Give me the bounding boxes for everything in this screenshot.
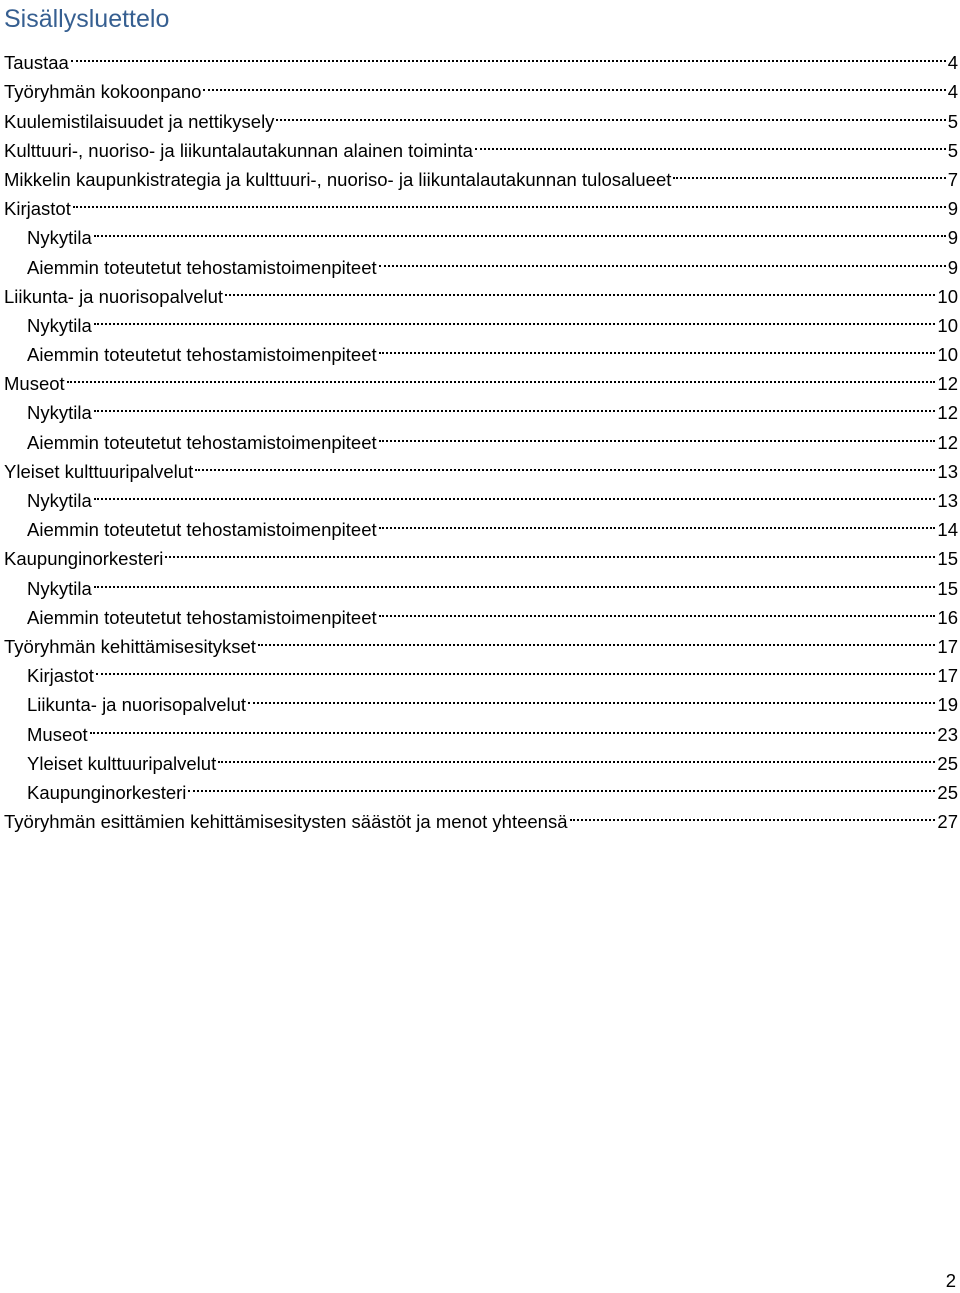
toc-entry-label: Museot xyxy=(27,723,88,745)
toc-entry-page: 4 xyxy=(947,81,958,103)
toc-entry-page: 10 xyxy=(937,285,958,307)
dot-leader xyxy=(67,361,936,390)
toc-entry-page: 17 xyxy=(937,635,958,657)
dot-leader xyxy=(94,215,946,244)
dot-leader xyxy=(188,770,935,799)
toc-entry-page: 9 xyxy=(947,198,958,220)
toc-entry-page: 13 xyxy=(937,460,958,482)
toc-entry-page: 5 xyxy=(947,139,958,161)
toc-entry-label: Kirjastot xyxy=(4,198,71,220)
toc-entry[interactable] xyxy=(4,303,958,336)
dot-leader xyxy=(71,40,946,69)
toc-entry-page: 10 xyxy=(937,344,958,366)
toc-entry-label: Yleiset kulttuuripalvelut xyxy=(4,460,194,482)
toc-entry[interactable] xyxy=(4,507,958,541)
toc-entry[interactable] xyxy=(4,478,958,511)
toc-entry-page: 4 xyxy=(947,52,958,74)
toc-entry-page: 13 xyxy=(937,490,958,511)
dot-leader xyxy=(225,274,935,303)
toc-entry[interactable] xyxy=(4,186,958,220)
toc-entry-page: 25 xyxy=(937,781,958,803)
toc-entry[interactable] xyxy=(4,565,958,599)
toc-entry-label: Aiemmin toteutetut tehostamistoimenpiteet xyxy=(27,256,377,278)
toc-entry-page: 5 xyxy=(947,110,958,132)
toc-entry-label: Työryhmän esittämien kehittämisesitysten säästöt ja menot yhteensä xyxy=(4,811,568,833)
dot-leader xyxy=(475,128,946,157)
dot-leader xyxy=(90,711,936,740)
toc-entry-page: 23 xyxy=(937,723,958,745)
toc-entry-page: 27 xyxy=(937,811,958,833)
toc-entry-label: Kirjastot xyxy=(27,665,94,687)
toc-entry[interactable] xyxy=(4,741,958,774)
toc-entry-label: Kulttuuri-, nuoriso- ja liikuntalautakunnan alainen toiminta xyxy=(4,139,473,161)
dot-leader xyxy=(570,799,936,828)
toc-entry-label: Työryhmän kokoonpano xyxy=(4,81,202,103)
toc-entry[interactable] xyxy=(4,361,958,395)
toc-entry[interactable] xyxy=(4,332,958,366)
toc-entry-page: 9 xyxy=(947,256,958,278)
toc-entry[interactable] xyxy=(4,595,958,628)
toc-entry-page: 12 xyxy=(937,373,958,395)
toc-entry-label: Liikunta- ja nuorisopalvelut xyxy=(4,285,224,307)
dot-leader xyxy=(94,478,936,507)
dot-leader xyxy=(673,157,945,186)
dot-leader xyxy=(379,595,936,624)
toc-entry-page: 17 xyxy=(937,665,958,687)
toc-entry-page: 12 xyxy=(937,431,958,453)
toc-entry-page: 15 xyxy=(937,577,958,599)
dot-leader xyxy=(379,419,936,448)
toc-entry-page: 12 xyxy=(937,402,958,424)
toc-entry-label: Nykytila xyxy=(27,227,92,249)
toc-entry[interactable] xyxy=(4,711,958,745)
dot-leader xyxy=(73,186,946,215)
dot-leader xyxy=(218,741,935,770)
toc-entry-label: Kaupunginorkesteri xyxy=(4,548,164,570)
dot-leader xyxy=(248,682,935,711)
dot-leader xyxy=(96,653,936,682)
toc-entry-page: 14 xyxy=(937,519,958,541)
toc-entry[interactable] xyxy=(4,653,958,687)
dot-leader xyxy=(94,565,936,594)
page-number: 2 xyxy=(945,1270,956,1291)
toc-entry-label: Aiemmin toteutetut tehostamistoimenpiteet xyxy=(27,606,377,628)
toc-title: Sisällysluettelo xyxy=(4,5,170,33)
toc-entry-label: Mikkelin kaupunkistrategia ja kulttuuri-, nuoriso- ja liikuntalautakunnan tulosalueet xyxy=(4,168,672,190)
dot-leader xyxy=(379,507,936,536)
dot-leader xyxy=(379,244,946,273)
toc-entry-label: Liikunta- ja nuorisopalvelut xyxy=(27,694,247,716)
toc-entry[interactable] xyxy=(4,419,958,453)
toc-entry-label: Nykytila xyxy=(27,490,92,511)
toc-entry-page: 25 xyxy=(937,752,958,774)
dot-leader xyxy=(258,624,936,653)
toc-entry-page: 7 xyxy=(947,168,958,190)
toc-entry-label: Kuulemistilaisuudet ja nettikysely xyxy=(4,110,275,132)
toc-entry-label: Aiemmin toteutetut tehostamistoimenpiteet xyxy=(27,519,377,541)
dot-leader xyxy=(276,98,945,127)
toc-entry[interactable] xyxy=(4,40,958,74)
toc-entry-label: Yleiset kulttuuripalvelut xyxy=(27,752,217,774)
toc-entry-label: Aiemmin toteutetut tehostamistoimenpiteet xyxy=(27,344,377,366)
toc-entry-page: 15 xyxy=(937,548,958,570)
toc-entry[interactable] xyxy=(4,215,958,249)
toc-entry-page: 16 xyxy=(937,606,958,628)
toc-entry-label: Nykytila xyxy=(27,314,92,336)
dot-leader xyxy=(379,332,936,361)
toc-entry-page: 10 xyxy=(937,314,958,336)
toc-entry-label: Aiemmin toteutetut tehostamistoimenpiteet xyxy=(27,431,377,453)
toc-entry[interactable] xyxy=(4,244,958,278)
toc-entry-page: 19 xyxy=(937,694,958,716)
toc-entry-page: 9 xyxy=(947,227,958,249)
toc-entry[interactable] xyxy=(4,69,958,103)
toc-entry[interactable] xyxy=(4,390,958,424)
dot-leader xyxy=(195,449,935,478)
dot-leader xyxy=(165,536,935,565)
toc-list xyxy=(4,40,958,833)
dot-leader xyxy=(94,303,936,332)
toc-entry-label: Työryhmän kehittämisesitykset xyxy=(4,635,256,657)
dot-leader xyxy=(94,390,936,419)
toc-entry-label: Museot xyxy=(4,373,65,395)
toc-entry-label: Taustaa xyxy=(4,52,69,74)
toc-entry-label: Kaupunginorkesteri xyxy=(27,781,187,803)
toc-entry[interactable] xyxy=(4,682,958,716)
toc-entry-label: Nykytila xyxy=(27,577,92,599)
toc-entry-label: Nykytila xyxy=(27,402,92,424)
dot-leader xyxy=(203,69,945,98)
